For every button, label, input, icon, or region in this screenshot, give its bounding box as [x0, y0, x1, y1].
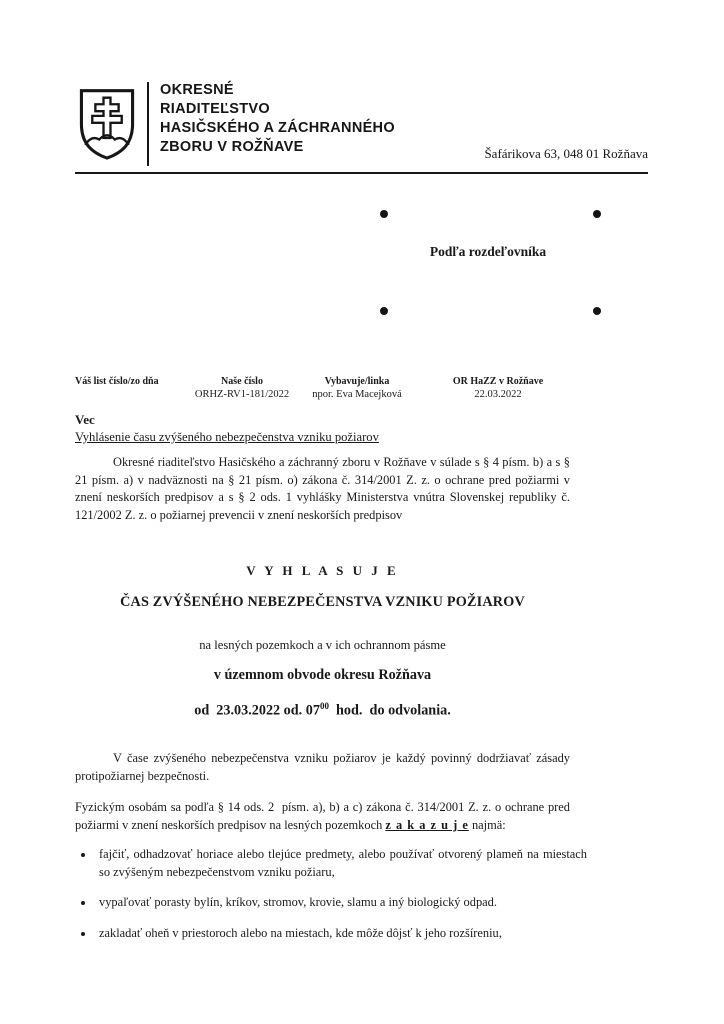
prohibition-keyword: z a k a z u j e [385, 817, 469, 832]
declaration-scope: na lesných pozemkoch a v ich ochrannom pásme [199, 638, 446, 652]
recipient-note: Podľa rozdeľovníka [429, 244, 547, 259]
ref-our-number-value: ORHZ-RV1-181/2022 [194, 389, 290, 400]
ref-place-date-label: OR HaZZ v Rožňave [452, 376, 544, 387]
org-line-3: HASIČSKÉHO A ZÁCHRANNÉHO [160, 120, 395, 136]
obligation-paragraph: V čase zvýšeného nebezpečenstva vzniku požiarov je každý povinný dodržiavať zásady protipožiarnej bezpečnosti. [75, 751, 570, 783]
subject-title: Vyhlásenie času zvýšeného nebezpečenstva vzniku požiarov [75, 430, 379, 444]
prohibited-actions-list [78, 846, 587, 955]
org-line-2: RIADITEĽSTVO [160, 101, 270, 117]
date-prefix: od 23.03.2022 od. 07 [194, 702, 320, 719]
prohibited-action-item: • fajčiť, odhadzovať horiace alebo tlejúce predmety, alebo používať otvorený plameň na miestach so zvýšeným nebezpečenstvom vzniku požiaru, [95, 846, 587, 881]
declaration-district: v územnom obvode okresu Rožňava [213, 667, 432, 683]
window-mark-bottom-right [593, 307, 601, 315]
header-rule [75, 172, 648, 174]
prohibition-intro [75, 799, 574, 834]
subject-label: Vec [75, 412, 95, 427]
ref-your-letter-label: Váš list číslo/zo dňa [75, 376, 159, 387]
prohibited-action-item: • zakladať oheň v priestoroch alebo na miestach, kde môže dôjsť k jeho rozšíreniu, [95, 925, 587, 943]
window-mark-bottom-left [380, 307, 388, 315]
ref-handled-by [275, 376, 439, 400]
prohibition-prefix: Fyzickým osobám sa podľa § 14 ods. 2 písm. a), b) a c) zákona č. 314/2001 Z. z. o ochrane pred požiarmi v znení neskorších predpisov na lesných pozemkoch [75, 800, 574, 832]
ref-place-date-value: 22.03.2022 [474, 389, 522, 400]
declaration-date [75, 701, 570, 720]
org-line-4: ZBORU V ROŽŇAVE [160, 139, 304, 155]
ref-our-number-label: Naše číslo [221, 376, 263, 387]
org-address: Šafárikova 63, 048 01 Rožňava [484, 146, 648, 161]
date-superscript: 00 [319, 701, 329, 711]
ref-handled-by-label: Vybavuje/linka [324, 376, 390, 387]
ref-place-date [416, 376, 580, 400]
ref-handled-by-value: npor. Eva Macejková [312, 389, 402, 400]
prohibited-action-item: • vypaľovať porasty bylín, kríkov, stromov, krovie, slamu a iný biologický odpad. [95, 894, 587, 912]
prohibition-suffix: najmä: [468, 817, 506, 832]
declaration-word: V Y H L A S U J E [246, 563, 399, 578]
window-mark-top-left [380, 210, 388, 218]
declaration-title: ČAS ZVÝŠENÉHO NEBEZPEČENSTVA VZNIKU POŽIAROV [120, 594, 525, 610]
window-mark-top-right [593, 210, 601, 218]
intro-paragraph: Okresné riaditeľstvo Hasičského a záchranný zboru v Rožňave v súlade s § 4 písm. b) a s § 21 písm. a) v nadväznosti na § 21 písm. o) zákona č. 314/2001 Z. z. o ochrane pred požiarmi v znení neskorších predpisov a s § 2 ods. 1 vyhlášky Ministerstva vnútra Slovenskej republiky č. 121/2002 Z. z. o požiarnej prevencii v znení neskorších predpisov [75, 455, 570, 522]
org-line-1: OKRESNÉ [160, 82, 234, 98]
date-suffix: hod. do odvolania. [328, 702, 451, 719]
